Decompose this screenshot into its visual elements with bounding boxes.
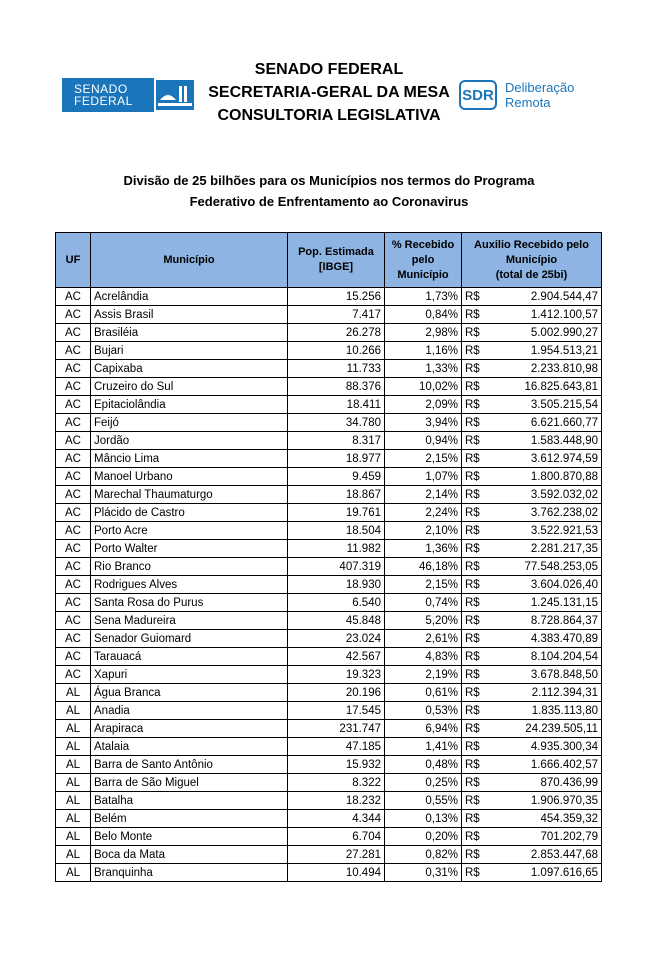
cell-percentage: 2,19% bbox=[385, 666, 462, 684]
cell-municipio: Bujari bbox=[91, 342, 288, 360]
cell-auxilio: 3.592.032,02 bbox=[492, 486, 602, 504]
cell-auxilio: 454.359,32 bbox=[492, 810, 602, 828]
table-row bbox=[56, 378, 602, 396]
cell-percentage: 2,10% bbox=[385, 522, 462, 540]
table-row bbox=[56, 666, 602, 684]
cell-municipio: Barra de Santo Antônio bbox=[91, 756, 288, 774]
cell-percentage: 1,33% bbox=[385, 360, 462, 378]
cell-currency: R$ bbox=[462, 486, 492, 504]
cell-population: 18.232 bbox=[288, 792, 385, 810]
cell-municipio: Batalha bbox=[91, 792, 288, 810]
cell-currency: R$ bbox=[462, 864, 492, 882]
cell-uf: AC bbox=[56, 342, 91, 360]
cell-municipio: Marechal Thaumaturgo bbox=[91, 486, 288, 504]
table-row bbox=[56, 522, 602, 540]
table-row bbox=[56, 432, 602, 450]
table-row bbox=[56, 324, 602, 342]
cell-municipio: Sena Madureira bbox=[91, 612, 288, 630]
sdr-badge: SDR bbox=[459, 80, 497, 110]
column-header-percentage: % Recebido pelo Município bbox=[385, 233, 462, 288]
cell-uf: AC bbox=[56, 504, 91, 522]
cell-municipio: Belo Monte bbox=[91, 828, 288, 846]
cell-municipio: Porto Acre bbox=[91, 522, 288, 540]
table-row bbox=[56, 504, 602, 522]
cell-currency: R$ bbox=[462, 666, 492, 684]
cell-percentage: 1,73% bbox=[385, 288, 462, 306]
cell-population: 11.982 bbox=[288, 540, 385, 558]
cell-currency: R$ bbox=[462, 468, 492, 486]
cell-uf: AL bbox=[56, 684, 91, 702]
cell-population: 18.930 bbox=[288, 576, 385, 594]
table-row bbox=[56, 468, 602, 486]
cell-percentage: 0,82% bbox=[385, 846, 462, 864]
cell-uf: AC bbox=[56, 324, 91, 342]
cell-auxilio: 1.666.402,57 bbox=[492, 756, 602, 774]
table-row bbox=[56, 774, 602, 792]
cell-municipio: Santa Rosa do Purus bbox=[91, 594, 288, 612]
cell-population: 8.322 bbox=[288, 774, 385, 792]
cell-auxilio: 3.522.921,53 bbox=[492, 522, 602, 540]
cell-municipio: Boca da Mata bbox=[91, 846, 288, 864]
cell-auxilio: 3.612.974,59 bbox=[492, 450, 602, 468]
cell-uf: AC bbox=[56, 594, 91, 612]
cell-auxilio: 3.762.238,02 bbox=[492, 504, 602, 522]
cell-percentage: 5,20% bbox=[385, 612, 462, 630]
cell-percentage: 4,83% bbox=[385, 648, 462, 666]
cell-currency: R$ bbox=[462, 828, 492, 846]
cell-uf: AC bbox=[56, 630, 91, 648]
cell-percentage: 1,07% bbox=[385, 468, 462, 486]
cell-currency: R$ bbox=[462, 576, 492, 594]
table-row bbox=[56, 648, 602, 666]
table-header-row bbox=[56, 233, 602, 288]
column-header-municipio: Município bbox=[91, 233, 288, 288]
table-row bbox=[56, 864, 602, 882]
cell-population: 34.780 bbox=[288, 414, 385, 432]
cell-percentage: 1,16% bbox=[385, 342, 462, 360]
cell-population: 6.540 bbox=[288, 594, 385, 612]
cell-population: 4.344 bbox=[288, 810, 385, 828]
cell-population: 18.411 bbox=[288, 396, 385, 414]
cell-uf: AL bbox=[56, 756, 91, 774]
table-row bbox=[56, 828, 602, 846]
cell-population: 88.376 bbox=[288, 378, 385, 396]
cell-uf: AC bbox=[56, 522, 91, 540]
table-row bbox=[56, 594, 602, 612]
cell-currency: R$ bbox=[462, 630, 492, 648]
cell-auxilio: 77.548.253,05 bbox=[492, 558, 602, 576]
cell-currency: R$ bbox=[462, 504, 492, 522]
cell-population: 18.977 bbox=[288, 450, 385, 468]
table-row bbox=[56, 846, 602, 864]
cell-percentage: 0,31% bbox=[385, 864, 462, 882]
cell-uf: AL bbox=[56, 864, 91, 882]
cell-municipio: Tarauacá bbox=[91, 648, 288, 666]
cell-auxilio: 2.904.544,47 bbox=[492, 288, 602, 306]
cell-population: 17.545 bbox=[288, 702, 385, 720]
cell-population: 7.417 bbox=[288, 306, 385, 324]
cell-auxilio: 2.281.217,35 bbox=[492, 540, 602, 558]
table-row bbox=[56, 486, 602, 504]
cell-percentage: 0,48% bbox=[385, 756, 462, 774]
cell-auxilio: 6.621.660,77 bbox=[492, 414, 602, 432]
senado-federal-logo bbox=[62, 78, 196, 112]
cell-currency: R$ bbox=[462, 684, 492, 702]
cell-population: 8.317 bbox=[288, 432, 385, 450]
cell-municipio: Senador Guiomard bbox=[91, 630, 288, 648]
cell-percentage: 0,20% bbox=[385, 828, 462, 846]
cell-auxilio: 1.954.513,21 bbox=[492, 342, 602, 360]
cell-currency: R$ bbox=[462, 558, 492, 576]
column-header-uf: UF bbox=[56, 233, 91, 288]
cell-municipio: Atalaia bbox=[91, 738, 288, 756]
cell-currency: R$ bbox=[462, 540, 492, 558]
cell-municipio: Barra de São Miguel bbox=[91, 774, 288, 792]
cell-municipio: Plácido de Castro bbox=[91, 504, 288, 522]
cell-municipio: Água Branca bbox=[91, 684, 288, 702]
cell-auxilio: 1.245.131,15 bbox=[492, 594, 602, 612]
cell-percentage: 0,53% bbox=[385, 702, 462, 720]
table-row bbox=[56, 306, 602, 324]
sdr-logo-text: Deliberação Remota bbox=[505, 80, 575, 110]
cell-population: 231.747 bbox=[288, 720, 385, 738]
title-secretaria: SECRETARIA-GERAL DA MESA bbox=[208, 84, 450, 101]
table-row bbox=[56, 540, 602, 558]
cell-municipio: Cruzeiro do Sul bbox=[91, 378, 288, 396]
cell-municipio: Branquinha bbox=[91, 864, 288, 882]
cell-population: 45.848 bbox=[288, 612, 385, 630]
cell-municipio: Acrelândia bbox=[91, 288, 288, 306]
cell-uf: AC bbox=[56, 486, 91, 504]
table-row bbox=[56, 810, 602, 828]
cell-percentage: 2,24% bbox=[385, 504, 462, 522]
cell-auxilio: 3.678.848,50 bbox=[492, 666, 602, 684]
table-row bbox=[56, 720, 602, 738]
cell-auxilio: 16.825.643,81 bbox=[492, 378, 602, 396]
cell-percentage: 0,13% bbox=[385, 810, 462, 828]
table-body bbox=[56, 288, 602, 882]
cell-percentage: 6,94% bbox=[385, 720, 462, 738]
senado-logo-text: SENADO FEDERAL bbox=[74, 82, 133, 108]
cell-municipio: Brasiléia bbox=[91, 324, 288, 342]
cell-auxilio: 8.104.204,54 bbox=[492, 648, 602, 666]
cell-uf: AC bbox=[56, 378, 91, 396]
cell-currency: R$ bbox=[462, 432, 492, 450]
cell-municipio: Rodrigues Alves bbox=[91, 576, 288, 594]
cell-population: 18.867 bbox=[288, 486, 385, 504]
cell-currency: R$ bbox=[462, 846, 492, 864]
cell-population: 10.494 bbox=[288, 864, 385, 882]
cell-uf: AC bbox=[56, 432, 91, 450]
cell-municipio: Porto Walter bbox=[91, 540, 288, 558]
municipalities-table bbox=[55, 232, 602, 882]
cell-percentage: 0,94% bbox=[385, 432, 462, 450]
cell-municipio: Arapiraca bbox=[91, 720, 288, 738]
cell-population: 9.459 bbox=[288, 468, 385, 486]
cell-percentage: 2,15% bbox=[385, 576, 462, 594]
cell-currency: R$ bbox=[462, 360, 492, 378]
cell-municipio: Manoel Urbano bbox=[91, 468, 288, 486]
cell-municipio: Belém bbox=[91, 810, 288, 828]
cell-auxilio: 4.383.470,89 bbox=[492, 630, 602, 648]
cell-auxilio: 1.835.113,80 bbox=[492, 702, 602, 720]
cell-uf: AC bbox=[56, 648, 91, 666]
cell-currency: R$ bbox=[462, 702, 492, 720]
cell-auxilio: 2.233.810,98 bbox=[492, 360, 602, 378]
table-row bbox=[56, 630, 602, 648]
cell-municipio: Feijó bbox=[91, 414, 288, 432]
cell-uf: AL bbox=[56, 720, 91, 738]
cell-currency: R$ bbox=[462, 342, 492, 360]
cell-percentage: 2,15% bbox=[385, 450, 462, 468]
cell-currency: R$ bbox=[462, 396, 492, 414]
cell-percentage: 0,61% bbox=[385, 684, 462, 702]
cell-uf: AC bbox=[56, 666, 91, 684]
cell-uf: AL bbox=[56, 846, 91, 864]
cell-percentage: 0,84% bbox=[385, 306, 462, 324]
cell-percentage: 0,55% bbox=[385, 792, 462, 810]
table-row bbox=[56, 342, 602, 360]
cell-auxilio: 4.935.300,34 bbox=[492, 738, 602, 756]
cell-percentage: 1,36% bbox=[385, 540, 462, 558]
table-row bbox=[56, 702, 602, 720]
cell-population: 20.196 bbox=[288, 684, 385, 702]
cell-population: 18.504 bbox=[288, 522, 385, 540]
cell-auxilio: 870.436,99 bbox=[492, 774, 602, 792]
cell-auxilio: 1.906.970,35 bbox=[492, 792, 602, 810]
table-row bbox=[56, 450, 602, 468]
cell-auxilio: 1.097.616,65 bbox=[492, 864, 602, 882]
column-header-population: Pop. Estimada [IBGE] bbox=[288, 233, 385, 288]
cell-auxilio: 1.583.448,90 bbox=[492, 432, 602, 450]
cell-population: 19.761 bbox=[288, 504, 385, 522]
cell-uf: AC bbox=[56, 468, 91, 486]
cell-auxilio: 8.728.864,37 bbox=[492, 612, 602, 630]
document-title: Divisão de 25 bilhões para os Municípios nos termos do Programa Federativo de Enfrentamento ao Coronavirus bbox=[123, 173, 535, 209]
table-row bbox=[56, 792, 602, 810]
cell-currency: R$ bbox=[462, 594, 492, 612]
cell-auxilio: 2.112.394,31 bbox=[492, 684, 602, 702]
cell-uf: AC bbox=[56, 558, 91, 576]
cell-uf: AL bbox=[56, 828, 91, 846]
cell-municipio: Xapuri bbox=[91, 666, 288, 684]
cell-uf: AL bbox=[56, 738, 91, 756]
table-row bbox=[56, 684, 602, 702]
cell-currency: R$ bbox=[462, 324, 492, 342]
cell-percentage: 2,61% bbox=[385, 630, 462, 648]
cell-currency: R$ bbox=[462, 522, 492, 540]
header-titles bbox=[180, 58, 478, 127]
cell-uf: AC bbox=[56, 576, 91, 594]
sdr-logo bbox=[459, 78, 574, 112]
title-consultoria: CONSULTORIA LEGISLATIVA bbox=[217, 107, 441, 124]
cell-uf: AC bbox=[56, 540, 91, 558]
cell-currency: R$ bbox=[462, 738, 492, 756]
cell-uf: AL bbox=[56, 702, 91, 720]
table-row bbox=[56, 612, 602, 630]
cell-uf: AL bbox=[56, 792, 91, 810]
table-row bbox=[56, 288, 602, 306]
cell-population: 27.281 bbox=[288, 846, 385, 864]
cell-uf: AL bbox=[56, 810, 91, 828]
cell-currency: R$ bbox=[462, 756, 492, 774]
cell-percentage: 0,25% bbox=[385, 774, 462, 792]
cell-currency: R$ bbox=[462, 306, 492, 324]
cell-municipio: Assis Brasil bbox=[91, 306, 288, 324]
cell-percentage: 1,41% bbox=[385, 738, 462, 756]
cell-currency: R$ bbox=[462, 648, 492, 666]
document-header bbox=[0, 58, 658, 138]
cell-uf: AC bbox=[56, 306, 91, 324]
cell-auxilio: 1.412.100,57 bbox=[492, 306, 602, 324]
cell-uf: AC bbox=[56, 396, 91, 414]
cell-uf: AC bbox=[56, 360, 91, 378]
cell-percentage: 2,98% bbox=[385, 324, 462, 342]
cell-currency: R$ bbox=[462, 450, 492, 468]
cell-uf: AC bbox=[56, 288, 91, 306]
table-row bbox=[56, 738, 602, 756]
cell-percentage: 10,02% bbox=[385, 378, 462, 396]
cell-uf: AC bbox=[56, 450, 91, 468]
cell-population: 6.704 bbox=[288, 828, 385, 846]
cell-percentage: 46,18% bbox=[385, 558, 462, 576]
cell-currency: R$ bbox=[462, 774, 492, 792]
cell-auxilio: 701.202,79 bbox=[492, 828, 602, 846]
table-row bbox=[56, 558, 602, 576]
cell-population: 407.319 bbox=[288, 558, 385, 576]
table-row bbox=[56, 414, 602, 432]
cell-uf: AL bbox=[56, 774, 91, 792]
cell-percentage: 2,09% bbox=[385, 396, 462, 414]
title-senado: SENADO FEDERAL bbox=[254, 61, 404, 78]
cell-auxilio: 24.239.505,11 bbox=[492, 720, 602, 738]
cell-currency: R$ bbox=[462, 810, 492, 828]
column-header-auxilio: Auxilio Recebido pelo Município (total de 25bi) bbox=[462, 233, 602, 288]
cell-population: 47.185 bbox=[288, 738, 385, 756]
table-row bbox=[56, 756, 602, 774]
cell-municipio: Rio Branco bbox=[91, 558, 288, 576]
cell-population: 15.932 bbox=[288, 756, 385, 774]
cell-auxilio: 5.002.990,27 bbox=[492, 324, 602, 342]
cell-currency: R$ bbox=[462, 792, 492, 810]
cell-currency: R$ bbox=[462, 288, 492, 306]
cell-population: 23.024 bbox=[288, 630, 385, 648]
table-row bbox=[56, 396, 602, 414]
cell-uf: AC bbox=[56, 414, 91, 432]
cell-population: 10.266 bbox=[288, 342, 385, 360]
cell-auxilio: 2.853.447,68 bbox=[492, 846, 602, 864]
cell-population: 11.733 bbox=[288, 360, 385, 378]
cell-population: 15.256 bbox=[288, 288, 385, 306]
cell-auxilio: 1.800.870,88 bbox=[492, 468, 602, 486]
cell-currency: R$ bbox=[462, 378, 492, 396]
cell-auxilio: 3.604.026,40 bbox=[492, 576, 602, 594]
cell-auxilio: 3.505.215,54 bbox=[492, 396, 602, 414]
cell-population: 42.567 bbox=[288, 648, 385, 666]
cell-percentage: 2,14% bbox=[385, 486, 462, 504]
cell-population: 26.278 bbox=[288, 324, 385, 342]
cell-percentage: 0,74% bbox=[385, 594, 462, 612]
cell-municipio: Mâncio Lima bbox=[91, 450, 288, 468]
cell-municipio: Capixaba bbox=[91, 360, 288, 378]
cell-municipio: Anadia bbox=[91, 702, 288, 720]
cell-population: 19.323 bbox=[288, 666, 385, 684]
cell-currency: R$ bbox=[462, 414, 492, 432]
table-row bbox=[56, 576, 602, 594]
table-row bbox=[56, 360, 602, 378]
cell-municipio: Epitaciolândia bbox=[91, 396, 288, 414]
cell-uf: AC bbox=[56, 612, 91, 630]
cell-currency: R$ bbox=[462, 612, 492, 630]
cell-municipio: Jordão bbox=[91, 432, 288, 450]
cell-currency: R$ bbox=[462, 720, 492, 738]
cell-percentage: 3,94% bbox=[385, 414, 462, 432]
